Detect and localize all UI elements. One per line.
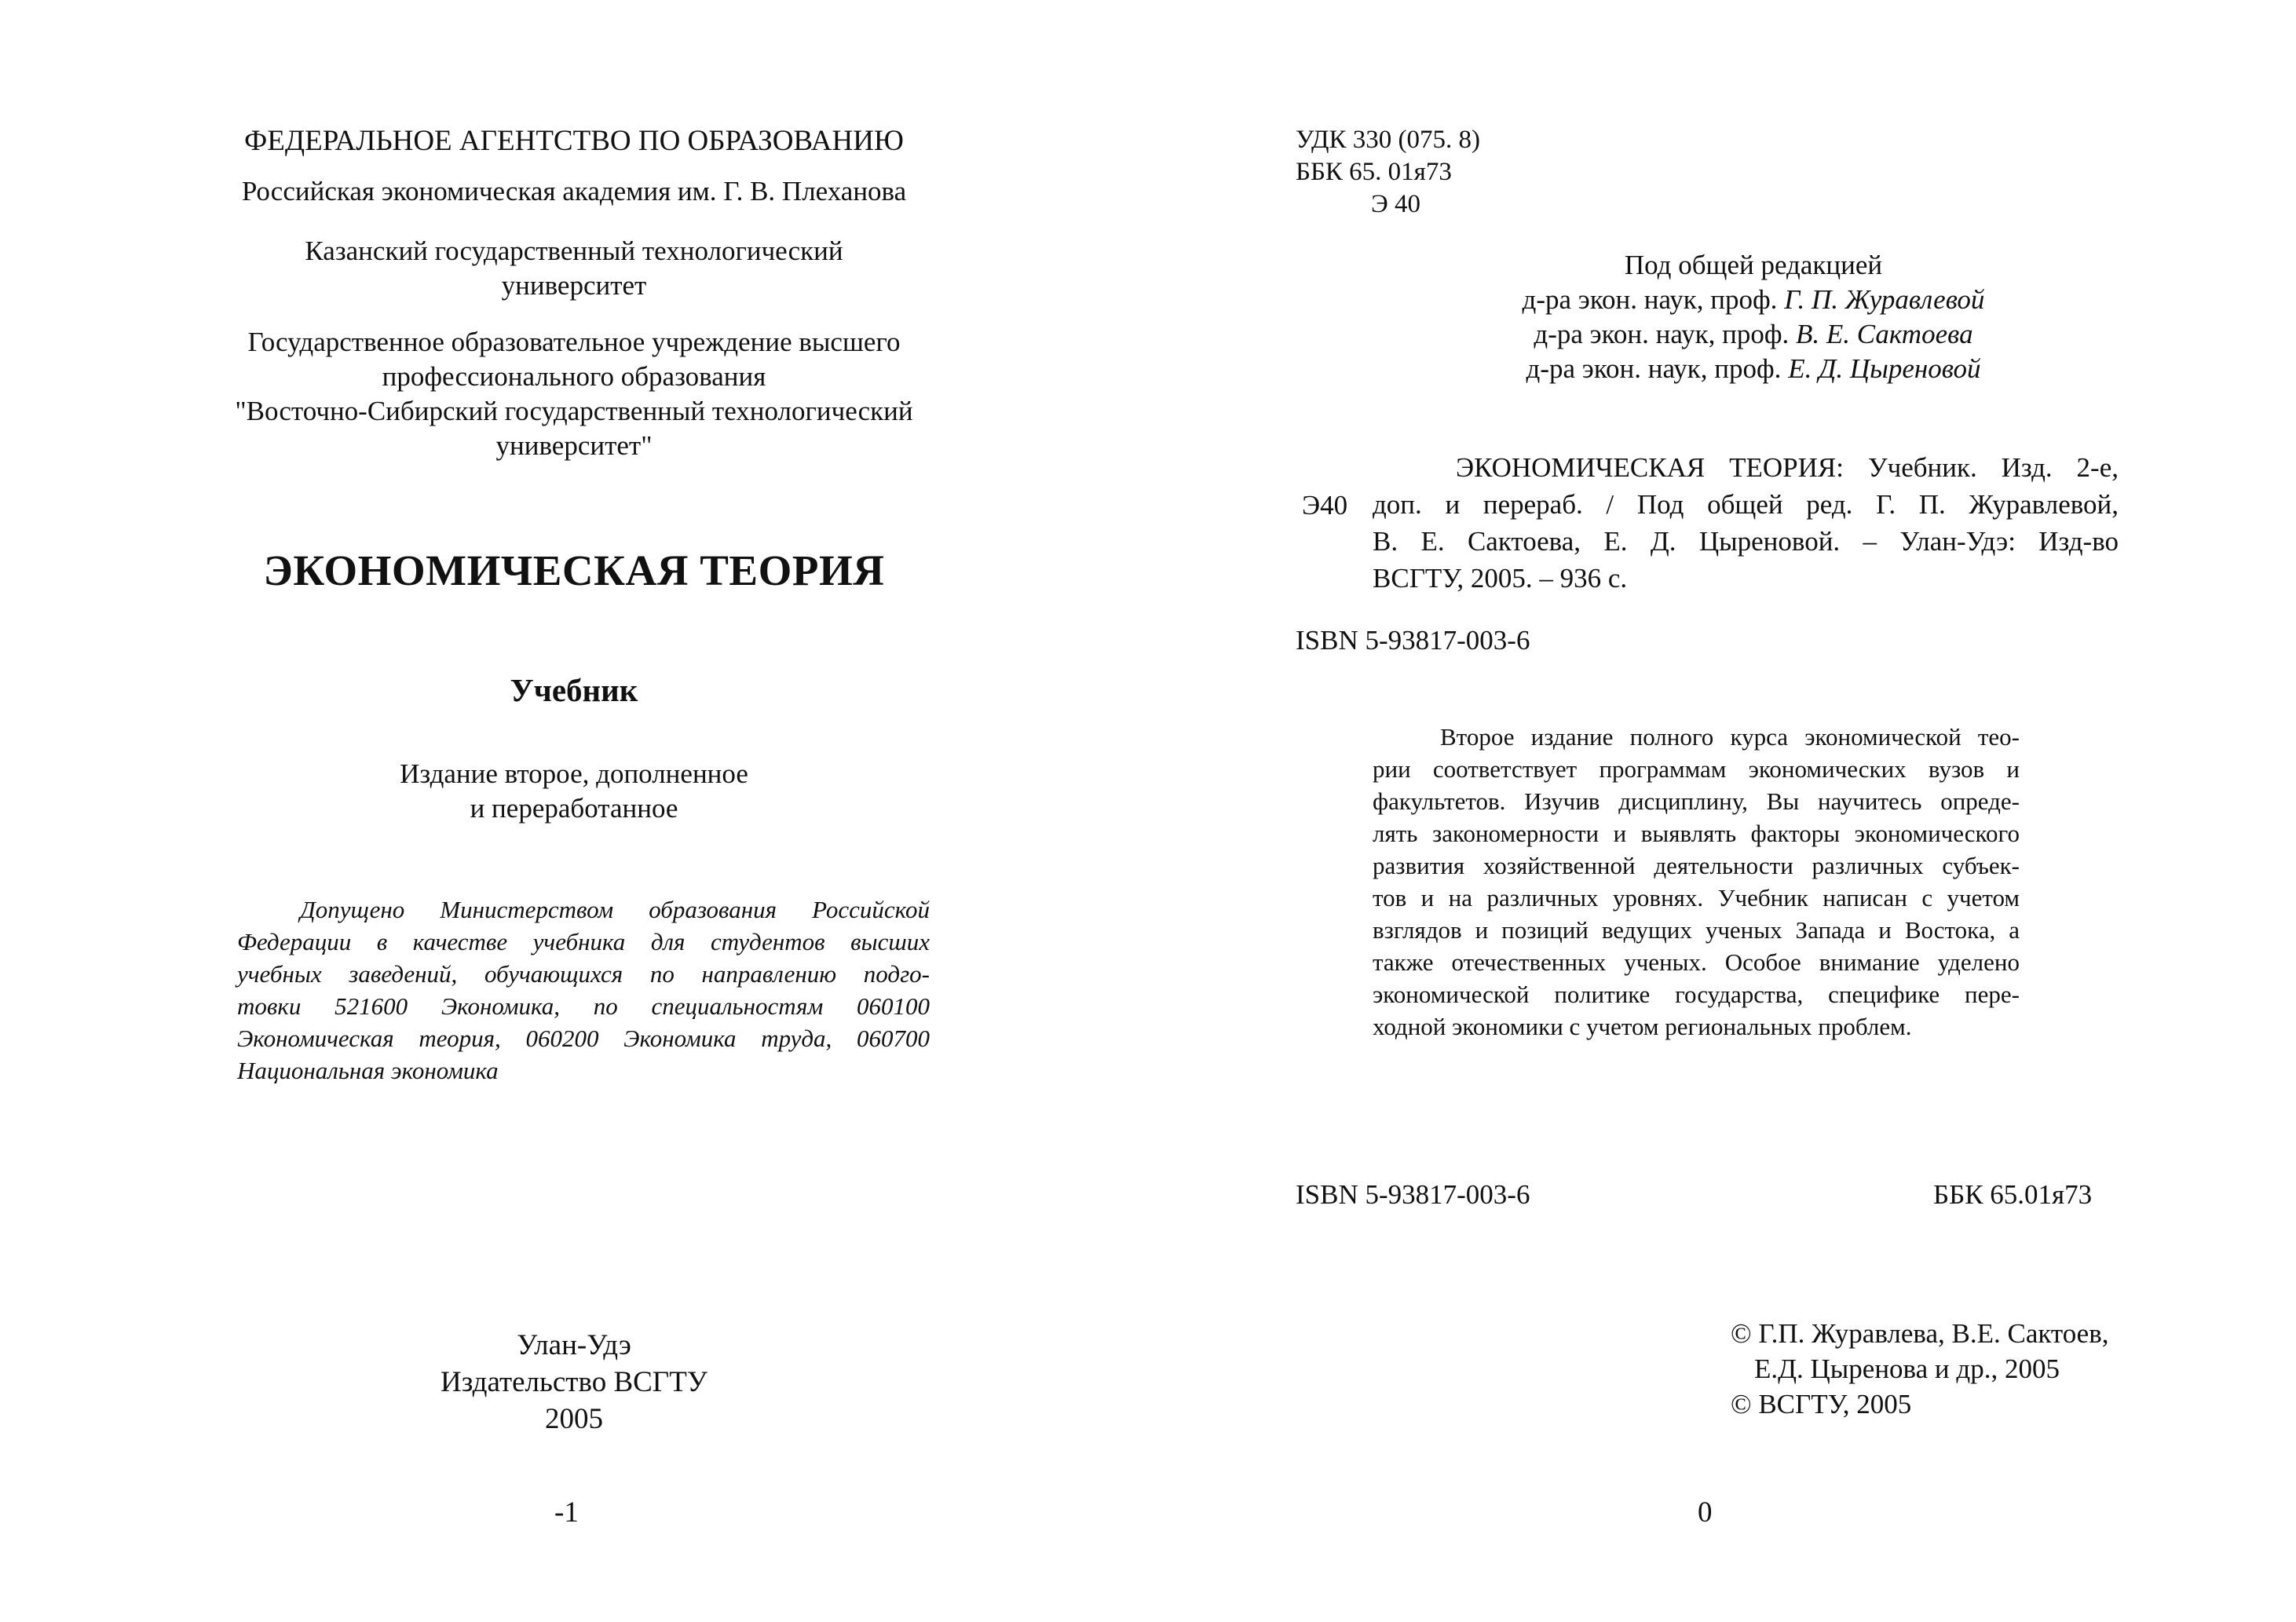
vsgtu-line: профессионального образования [382,361,766,392]
annotation-line: экономической политике государства, специфике пере- [1373,981,2020,1008]
annotation-line: взглядов и позиций ведущих ученых Запада и Востока, а [1373,916,2020,944]
approval-line: Национальная экономика [237,1057,499,1084]
isbn-top: ISBN 5-93817-003-6 [1296,625,1530,656]
page-number-right: 0 [1698,1496,1713,1529]
annotation-line: ходной экономики с учетом региональных проблем. [1373,1013,1912,1040]
annotation [1373,721,2020,1043]
approval-line: Федерации в качестве учебника для студентов высших [237,928,930,955]
udk-code: УДК 330 (075. 8) [1296,126,1481,154]
editor-line [1148,283,2296,317]
bbk-code: ББК 65. 01я73 [1296,158,1452,186]
vsgtu-line: Государственное образовательное учреждение высшего [247,327,901,357]
imprint-year: 2005 [545,1403,603,1435]
imprint-city: Улан-Удэ [517,1329,631,1361]
copyright-line: © Г.П. Журавлева, В.Е. Сактоев, [1731,1318,2109,1349]
copyright-line: © ВСГТУ, 2005 [1731,1389,1912,1419]
bbk-bottom: ББК 65.01я73 [1933,1179,2093,1210]
right-page [1148,0,2296,1622]
bibliographic-record [1373,449,2119,597]
annotation-line: Второе издание полного курса экономической тео- [1440,723,2020,751]
edition-line: и переработанное [470,793,678,824]
approval-line: Экономическая теория, 060200 Экономика труда, 060700 [237,1025,930,1052]
editor-name: Е. Д. Цыреновой [1788,353,1981,384]
copyright-line: Е.Д. Цыренова и др., 2005 [1754,1353,2060,1384]
vsgtu-line: "Восточно-Сибирский государственный технологический [235,396,913,426]
vsgtu-heading [0,325,1148,463]
annotation-line: развития хозяйственной деятельности различных субъек- [1373,852,2020,879]
editor-name: Г. П. Журавлевой [1784,284,1985,315]
approval-line: Допущено Министерством образования Российской [300,896,930,923]
annotation-line: тов и на различных уровнях. Учебник написан с учетом [1373,884,2020,911]
approval-line: учебных заведений, обучающихся по направлению подго- [237,960,930,988]
bib-line: В. Е. Сактоева, Е. Д. Цыреновой. – Улан-Удэ: Изд-во [1373,526,2119,557]
annotation-line: лять закономерности и выявлять факторы экономического [1373,820,2020,847]
vsgtu-line: университет" [495,430,653,461]
bib-line: ЭКОНОМИЧЕСКАЯ ТЕОРИЯ: Учебник. Изд. 2-е, [1456,452,2119,483]
editor-prefix: д-ра экон. наук, проф. [1522,284,1785,315]
author-mark: Э 40 [1371,190,1421,218]
editor-prefix: д-ра экон. наук, проф. [1526,353,1789,384]
page-number-left: -1 [554,1496,579,1529]
edition-line: Издание второе, дополненное [400,758,748,789]
bibliographic-label: Э40 [1302,490,1348,521]
editors-block [1148,248,2296,386]
classification-codes [1296,124,1480,221]
bib-line: доп. и перераб. / Под общей ред. Г. П. Журавлевой, [1373,489,2119,520]
editor-line [1148,352,2296,386]
book-title: ЭКОНОМИЧЕСКАЯ ТЕОРИЯ [263,546,885,594]
academy-heading [0,174,1148,209]
edition-note [0,757,1148,826]
editors-heading: Под общей редакцией [1624,250,1883,280]
imprint-publisher: Издательство ВСГТУ [441,1366,707,1398]
approval-stamp-text [237,893,930,1087]
annotation-line: факультетов. Изучив дисциплину, Вы научитесь опреде- [1373,787,2020,815]
agency-line: ФЕДЕРАЛЬНОЕ АГЕНТСТВО ПО ОБРАЗОВАНИЮ [244,125,904,157]
annotation-line: также отечественных ученых. Особое внимание уделено [1373,948,2020,976]
editor-line [1148,317,2296,352]
bib-line: ВСГТУ, 2005. – 936 с. [1373,563,1628,594]
kazan-university-heading [0,234,1148,303]
isbn-bottom: ISBN 5-93817-003-6 [1296,1179,1530,1210]
agency-heading [0,124,1148,159]
annotation-line: рии соответствует программам экономических вузов и [1373,755,2020,783]
academy-line: Российская экономическая академия им. Г. В. Плеханова [241,176,907,206]
book-subtitle: Учебник [510,672,638,708]
copyright-block [1731,1316,2108,1422]
editor-name: В. Е. Сактоева [1796,319,1973,349]
approval-line: товки 521600 Экономика, по специальностям 060100 [237,992,930,1020]
kazan-line: университет [501,270,647,301]
kazan-line: Казанский государственный технологический [305,236,843,266]
imprint [0,1327,1148,1438]
editor-prefix: д-ра экон. наук, проф. [1534,319,1797,349]
